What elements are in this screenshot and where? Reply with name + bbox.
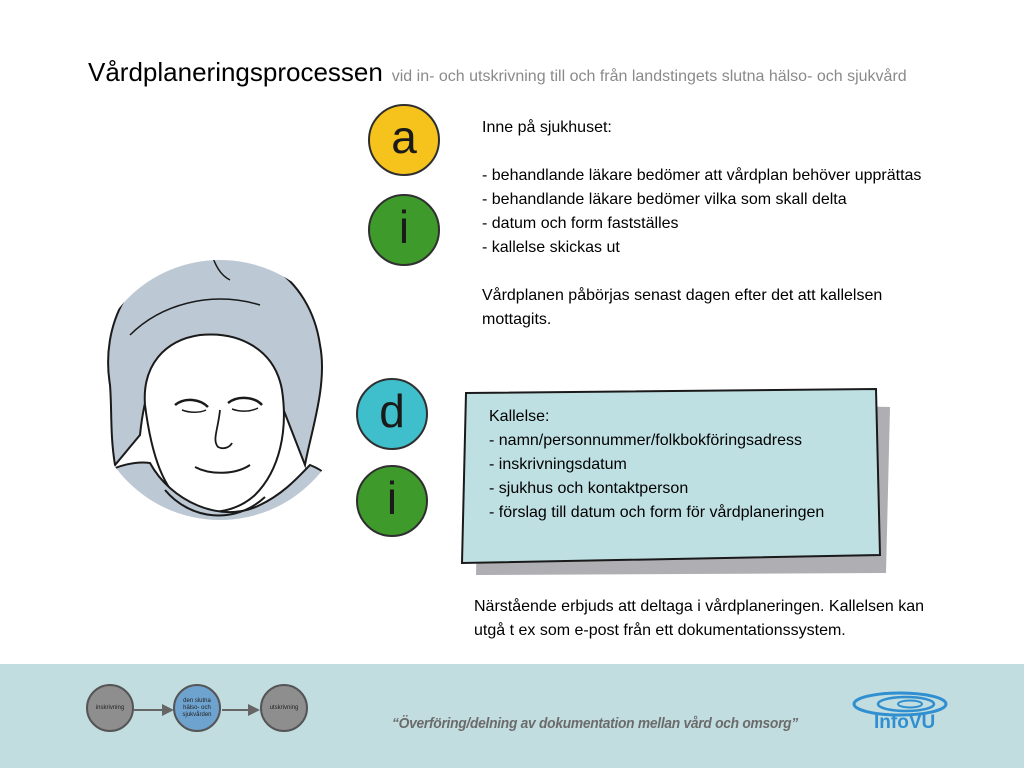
letter-i-circle-bottom: i: [356, 465, 428, 537]
info-list: [482, 164, 922, 260]
page-title-block: [88, 57, 948, 88]
callout-item: - sjukhus och kontaktperson: [489, 480, 689, 497]
hospital-info-text: [482, 116, 922, 332]
callout-heading: Kallelse:: [489, 408, 550, 425]
woman-portrait-sketch-icon: [70, 235, 350, 555]
spacer: [482, 140, 922, 164]
infovu-logo-text: InfoVU: [874, 712, 936, 733]
flow-node-utskrivning: utskrivning: [260, 684, 308, 732]
callout-list: [489, 429, 889, 525]
callout-item: - inskrivningsdatum: [489, 456, 627, 473]
info-item: - kallelse skickas ut: [482, 239, 620, 256]
callout-item: - namn/personnummer/folkbokföringsadress: [489, 432, 803, 449]
info-item: - behandlande läkare bedömer att vårdplan behöver upprättas: [482, 167, 922, 184]
flow-node-sluten-vard: den slutna hälso- och sjukvården: [173, 684, 221, 732]
page-subtitle: vid in- och utskrivning till och från landstingets slutna hälso- och sjukvård: [391, 68, 907, 85]
info-item: - datum och form fastställes: [482, 215, 679, 232]
callout-text: [489, 405, 889, 525]
bottom-note: Närstående erbjuds att deltaga i vårdplaneringen. Kallelsen kan utgå t ex som e-post från ett dokumentationssystem.: [474, 598, 925, 639]
letter-a-circle: a: [368, 104, 440, 176]
callout-item: - förslag till datum och form för vårdplaneringen: [489, 504, 825, 521]
page-title: Vårdplaneringsprocessen: [88, 57, 383, 87]
info-heading: Inne på sjukhuset:: [482, 119, 612, 136]
info-item: - behandlande läkare bedömer vilka som skall delta: [482, 191, 847, 208]
flow-node-inskrivning: inskrivning: [86, 684, 134, 732]
letter-i-circle-top: i: [368, 194, 440, 266]
spacer: [482, 260, 922, 284]
info-note: Vårdplanen påbörjas senast dagen efter det att kallelsen mottagits.: [482, 287, 883, 328]
footer-tagline: “Överföring/delning av dokumentation mellan vård och omsorg”: [392, 715, 798, 732]
letter-d-circle: d: [356, 378, 428, 450]
